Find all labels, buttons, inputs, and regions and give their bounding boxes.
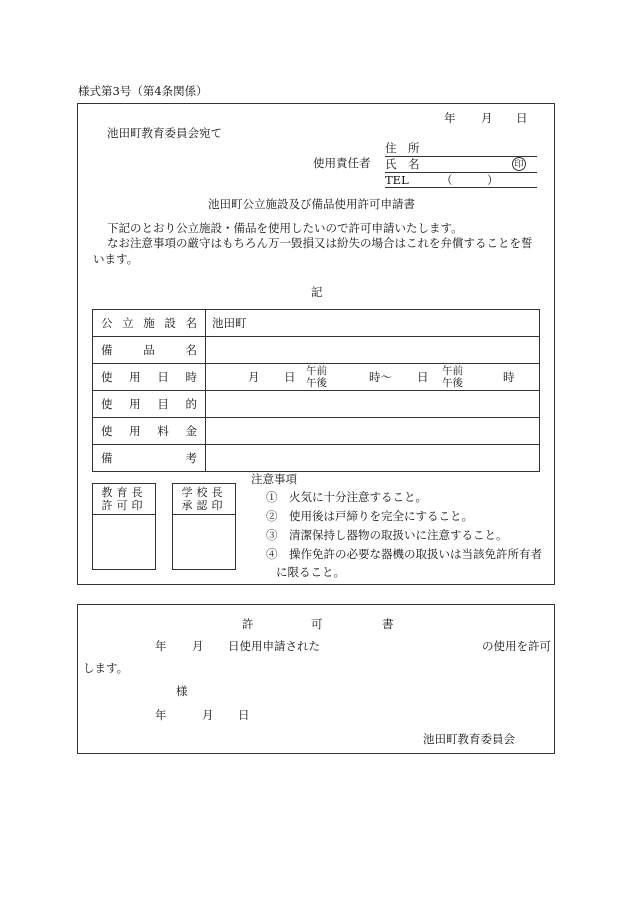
label-char: 料 <box>157 424 169 438</box>
principal-line-2: 承認印 <box>181 499 227 512</box>
label-char: 公 <box>101 316 113 330</box>
body-line-3: います。 <box>93 252 139 266</box>
label-char: 用 <box>129 424 141 438</box>
equipment-label <box>93 337 206 364</box>
label-char: 名 <box>185 343 197 357</box>
facility-value-text: 池田町 <box>212 316 247 330</box>
principal-stamp-box[interactable] <box>172 483 236 570</box>
datetime-value[interactable] <box>206 364 540 391</box>
label-char: 用 <box>129 370 141 384</box>
permit-title-3: 書 <box>382 617 394 631</box>
permit-year-2: 年 <box>155 708 167 722</box>
table-row <box>93 337 540 364</box>
permit-month: 月 <box>192 639 204 653</box>
dt-day: 日 <box>284 370 296 384</box>
note-item-4-continued: に限ること。 <box>276 565 345 579</box>
edu-chief-stamp-box[interactable] <box>92 483 156 570</box>
body-line-1: 下記のとおり公立施設・備品を使用したいので許可申請いたします。 <box>107 221 463 235</box>
tel-label: TEL <box>385 173 409 187</box>
label-char: 品 <box>143 343 155 357</box>
table-row <box>93 391 540 418</box>
date-day: 日 <box>516 111 528 125</box>
permit-issuer: 池田町教育委員会 <box>423 732 515 746</box>
datetime-label <box>93 364 206 391</box>
table-row <box>93 364 540 391</box>
label-char: 立 <box>122 316 134 330</box>
label-char: 金 <box>185 424 197 438</box>
dt-day-2: 日 <box>417 370 429 384</box>
label-char: 考 <box>185 451 197 465</box>
label-char: 使 <box>101 370 113 384</box>
label-char: 目 <box>157 397 169 411</box>
tel-line <box>385 187 537 188</box>
permit-title-2: 可 <box>311 617 323 631</box>
edu-chief-line-2: 許可印 <box>101 499 147 512</box>
table-row <box>93 310 540 337</box>
label-char: 名 <box>185 316 197 330</box>
notes-heading: 注意事項 <box>251 472 297 486</box>
fee-value[interactable] <box>206 418 540 445</box>
permit-month-2: 月 <box>202 708 214 722</box>
seal-mark: 印 <box>512 157 526 171</box>
table-row <box>93 445 540 472</box>
equipment-value[interactable] <box>206 337 540 364</box>
remarks-label <box>93 445 206 472</box>
edu-chief-line-1: 教育長 <box>101 486 147 499</box>
tel-parens: （ ） <box>441 173 499 187</box>
addressee: 池田町教育委員会宛て <box>107 126 222 140</box>
note-item-2: ② 使用後は戸締りを完全にすること。 <box>266 509 473 523</box>
ki-mark: 記 <box>311 285 323 299</box>
label-char: 備 <box>101 451 113 465</box>
date-month: 月 <box>481 111 493 125</box>
label-char: 設 <box>164 316 176 330</box>
permit-year: 年 <box>155 639 167 653</box>
form-number: 様式第3号（第4条関係） <box>78 84 208 98</box>
label-char: 使 <box>101 397 113 411</box>
facility-label <box>93 310 206 337</box>
dt-am-2: 午前 <box>442 365 463 377</box>
permit-day-2: 日 <box>238 708 250 722</box>
name-label: 氏 名 <box>385 157 420 171</box>
permit-text: の使用を許可 <box>482 639 551 653</box>
dt-hour-to: 時〜 <box>369 370 392 384</box>
purpose-value[interactable] <box>206 391 540 418</box>
remarks-value[interactable] <box>206 445 540 472</box>
label-char: 用 <box>129 397 141 411</box>
permit-shimasu: します。 <box>83 661 129 675</box>
table-row <box>93 418 540 445</box>
label-char: 備 <box>101 343 113 357</box>
form-title: 池田町公立施設及び備品使用許可申請書 <box>208 197 415 211</box>
label-char: 施 <box>143 316 155 330</box>
details-table <box>92 309 540 472</box>
address-label: 住 所 <box>385 141 420 155</box>
dt-month: 月 <box>248 370 260 384</box>
note-item-4: ④ 操作免許の必要な器機の取扱いは当該免許所有者 <box>266 547 542 561</box>
note-item-3: ③ 清潔保持し器物の取扱いに注意すること。 <box>266 528 508 542</box>
dt-am-1: 午前 <box>306 365 327 377</box>
dt-pm-1: 午後 <box>306 377 327 389</box>
edu-chief-divider <box>93 514 155 515</box>
date-year: 年 <box>444 111 456 125</box>
label-char: 的 <box>185 397 197 411</box>
principal-divider <box>173 514 235 515</box>
label-char: 使 <box>101 424 113 438</box>
dt-pm-2: 午後 <box>442 377 463 389</box>
facility-value[interactable] <box>206 310 540 337</box>
permit-sama: 様 <box>176 684 188 698</box>
label-char: 時 <box>185 370 197 384</box>
principal-line-1: 学校長 <box>181 486 227 499</box>
permit-applied: 日使用申請された <box>228 639 320 653</box>
label-char: 日 <box>157 370 169 384</box>
note-item-1: ① 火気に十分注意すること。 <box>266 490 427 504</box>
dt-hour: 時 <box>503 370 515 384</box>
purpose-label <box>93 391 206 418</box>
fee-label <box>93 418 206 445</box>
permit-title-1: 許 <box>242 617 254 631</box>
applicant-label: 使用責任者 <box>313 156 371 170</box>
body-line-2: なお注意事項の厳守はもちろん万一毀損又は紛失の場合はこれを弁償することを誓 <box>107 236 533 250</box>
